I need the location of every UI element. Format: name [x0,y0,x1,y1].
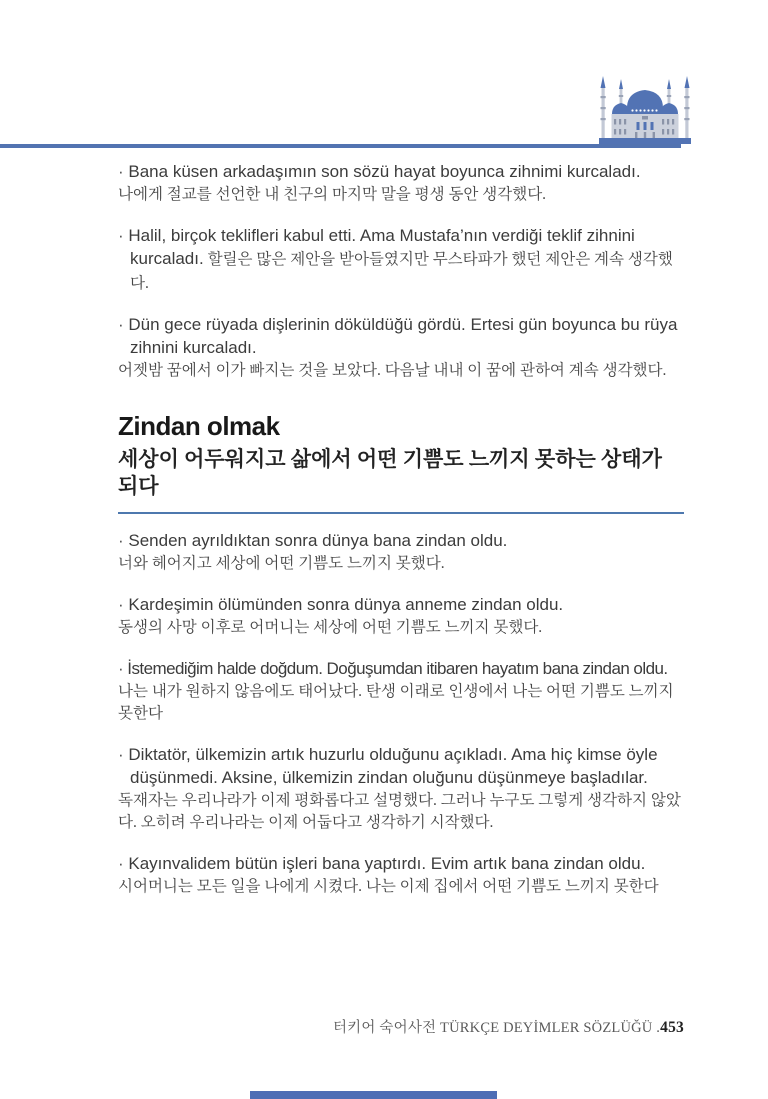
korean-translation: 나는 내가 원하지 않음에도 태어났다. 탄생 이래로 인생에서 나는 어떤 기쁨도 느끼지 못한다 [118,683,674,722]
turkish-text: Senden ayrıldıktan sonra dünya bana zindan oldu. [128,531,508,550]
turkish-text: Kardeşimin ölümünden sonra dünya anneme zindan oldu. [128,595,564,614]
example-turkish [118,852,684,875]
example-turkish [118,224,684,295]
korean-translation: 나에게 절교를 선언한 내 친구의 마지막 말을 평생 동안 생각했다. [118,186,547,203]
bullet-dot: · [118,162,129,181]
header-rule [0,144,681,148]
korean-translation: 독재자는 우리나라가 이제 평화롭다고 설명했다. 그러나 누구도 그렇게 생각하지 않았다. 오히려 우리나라는 이제 어둡다고 생각하기 시작했다. [118,792,681,831]
footer-separator: . [652,1020,661,1036]
example-turkish [118,743,684,789]
example-entry [118,593,684,639]
entries-column [118,160,684,916]
example-entry [118,657,684,725]
korean-translation: 동생의 사망 이후로 어머니는 세상에 어떤 기쁨도 느끼지 못했다. [118,619,543,636]
turkish-text: Diktatör, ülkemizin artık huzurlu olduğunu açıkladı. Ama hiç kimse öyle düşünmedi. Aksine, ülkemizin zindan oluğunu düşünmeye başladılar. [128,745,658,787]
mosque-icon [599,74,691,144]
bullet-dot: · [118,659,128,678]
bullet-dot: · [118,854,129,873]
example-turkish [118,313,684,359]
example-turkish [118,593,684,616]
example-entry [118,224,684,295]
korean-translation: 시어머니는 모든 일을 나에게 시켰다. 나는 이제 집에서 어떤 기쁨도 느끼지 못한다 [118,878,659,895]
bottom-bar [250,1091,497,1099]
page-number: 453 [660,1019,684,1036]
korean-translation: 어젯밤 꿈에서 이가 빠지는 것을 보았다. 다음날 내내 이 꿈에 관하여 계속 생각했다. [118,362,667,379]
example-turkish [118,160,684,183]
example-entry [118,313,684,382]
turkish-text: Kayınvalidem bütün işleri bana yaptırdı. Evim artık bana zindan oldu. [128,854,646,873]
korean-translation: 할릴은 많은 제안을 받아들였지만 무스타파가 했던 제안은 계속 생각했다. [130,251,673,292]
korean-translation: 너와 헤어지고 세상에 어떤 기쁨도 느끼지 못했다. [118,555,445,572]
bullet-dot: · [118,531,129,550]
example-entry [118,852,684,898]
bullet-dot: · [118,315,129,334]
bullet-dot: · [118,595,129,614]
turkish-text: Halil, birçok teklifleri kabul etti. Ama Mustafa’nın verdiği teklif zihnini kurcaladı. [128,226,635,268]
example-entry [118,529,684,575]
page-footer [333,1016,684,1037]
bullet-dot: · [118,745,129,764]
example-entry [118,743,684,834]
example-turkish [118,657,684,680]
turkish-text: Dün gece rüyada dişlerinin döküldüğü gördü. Ertesi gün boyunca bu rüya zihnini kurcaladı. [128,315,678,357]
bullet-dot: · [118,226,129,245]
definition-korean: 세상이 어두워지고 삶에서 어떤 기쁨도 느끼지 못하는 상태가 되다 [118,447,662,498]
definition-divider [118,512,684,514]
footer-book-title: 터키어 숙어사전 TÜRKÇE DEYİMLER SÖZLÜĞÜ [332,1020,653,1036]
idiom-heading: Zindan olmak [118,411,280,441]
example-entry [118,160,684,206]
example-turkish [118,529,684,552]
turkish-text: İstemediğim halde doğdum. Doğuşumdan itibaren hayatım bana zindan oldu. [127,659,668,678]
turkish-text: Bana küsen arkadaşımın son sözü hayat boyunca zihnimi kurcaladı. [128,162,641,181]
